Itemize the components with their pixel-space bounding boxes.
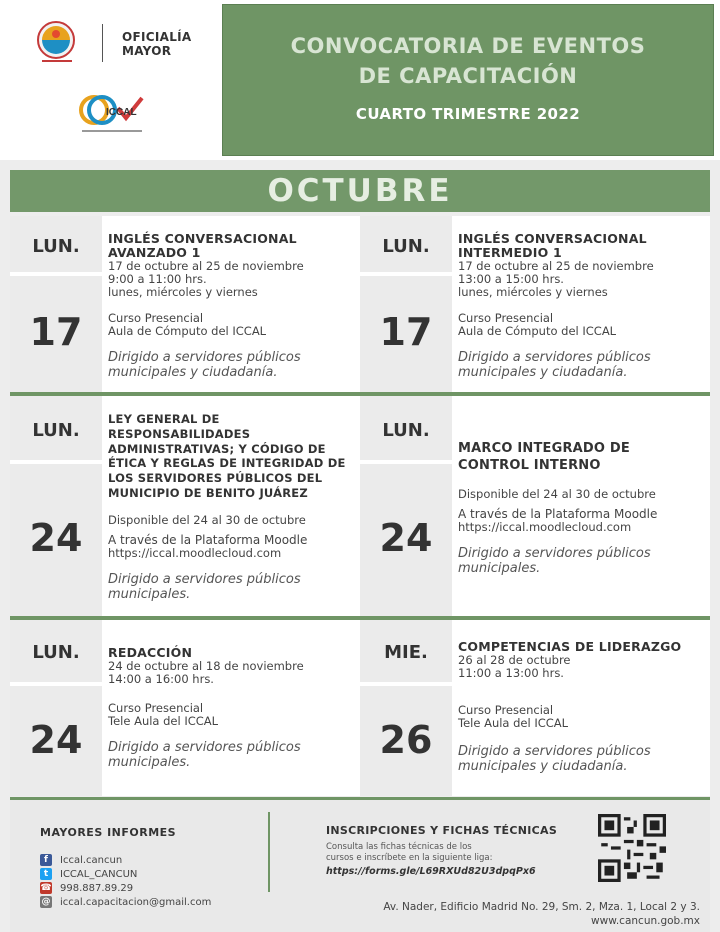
registration-title: INSCRIPCIONES Y FICHAS TÉCNICAS bbox=[326, 824, 558, 837]
event-availability bbox=[108, 514, 358, 527]
event-title-line: MUNICIPIO DE BENITO JUÁREZ bbox=[108, 485, 308, 500]
event-title-line: RESPONSABILIDADES bbox=[108, 426, 251, 441]
event-audience bbox=[458, 546, 708, 576]
footer-separator bbox=[268, 812, 270, 892]
contact-text: iccal.capacitacion@gmail.com bbox=[60, 896, 212, 908]
event-place: Tele Aula del ICCAL bbox=[108, 714, 219, 728]
day-column bbox=[360, 216, 452, 392]
event-card-4 bbox=[360, 396, 710, 616]
event-title-line: ÉTICA Y REGLAS DE INTEGRIDAD DE bbox=[108, 456, 346, 471]
office-line-2: MAYOR bbox=[122, 44, 172, 58]
event-row-1 bbox=[10, 216, 710, 392]
contact-text: Iccal.cancun bbox=[60, 854, 123, 866]
day-separator bbox=[10, 272, 102, 276]
address-text: Av. Nader, Edificio Madrid No. 29, Sm. 2, Mza. 1, Local 2 y 3. bbox=[383, 901, 700, 913]
audience-line: Dirigido a servidores públicos bbox=[108, 350, 301, 365]
event-title-line: LOS SERVIDORES PÚBLICOS DEL bbox=[108, 471, 323, 486]
event-availability-text: Disponible del 24 al 30 de octubre bbox=[108, 513, 306, 527]
event-details bbox=[108, 646, 358, 686]
event-audience bbox=[458, 744, 708, 774]
footer-address bbox=[290, 900, 700, 928]
event-place: Aula de Cómputo del ICCAL bbox=[458, 324, 617, 338]
event-title-line: AVANZADO 1 bbox=[108, 245, 201, 260]
day-column bbox=[10, 620, 102, 796]
day-separator bbox=[360, 682, 452, 686]
event-time: 11:00 a 13:00 hrs. bbox=[458, 666, 564, 680]
registration-text bbox=[326, 842, 526, 864]
event-title bbox=[108, 412, 360, 501]
event-platform-text: A través de la Plataforma Moodle bbox=[108, 533, 308, 547]
page-title bbox=[223, 31, 713, 91]
iccal-logo-text: ICCAL bbox=[106, 107, 137, 118]
title-line-1: CONVOCATORIA DE EVENTOS bbox=[290, 34, 646, 58]
day-name: LUN. bbox=[32, 420, 80, 441]
office-name bbox=[122, 30, 192, 58]
day-separator bbox=[10, 682, 102, 686]
email-icon: @ bbox=[41, 897, 51, 907]
event-location bbox=[108, 702, 358, 728]
event-platform bbox=[458, 508, 708, 534]
day-separator bbox=[360, 460, 452, 464]
event-card-3 bbox=[10, 396, 360, 616]
day-number: 17 bbox=[379, 310, 433, 354]
website-link[interactable]: www.cancun.gob.mx bbox=[591, 915, 700, 927]
registration-text-line: cursos e inscríbete en la siguiente liga: bbox=[326, 853, 493, 863]
event-title-line: INGLÉS CONVERSACIONAL bbox=[108, 231, 297, 246]
event-details bbox=[458, 232, 708, 299]
event-title bbox=[458, 640, 710, 654]
event-modality: Curso Presencial bbox=[458, 703, 554, 717]
day-column bbox=[10, 396, 102, 616]
registration-link[interactable]: https://forms.gle/L69RXUd82U3dpqPx6 bbox=[326, 866, 536, 877]
day-name: MIE. bbox=[384, 642, 428, 663]
event-card-2 bbox=[360, 216, 710, 392]
day-number: 24 bbox=[379, 516, 433, 560]
event-dates: 17 de octubre al 25 de noviembre bbox=[458, 259, 654, 273]
event-place: Tele Aula del ICCAL bbox=[458, 716, 569, 730]
event-location bbox=[458, 704, 708, 730]
audience-line: municipales. bbox=[108, 755, 191, 770]
event-days: lunes, miércoles y viernes bbox=[108, 285, 258, 299]
event-title-line: LEY GENERAL DE bbox=[108, 412, 220, 426]
day-name: LUN. bbox=[32, 236, 80, 257]
event-dates: 24 de octubre al 18 de noviembre bbox=[108, 659, 304, 673]
day-name: LUN. bbox=[382, 420, 430, 441]
event-card-5 bbox=[10, 620, 360, 796]
event-platform-text: A través de la Plataforma Moodle bbox=[458, 507, 658, 521]
event-dates: 26 al 28 de octubre bbox=[458, 653, 571, 667]
event-details bbox=[108, 412, 360, 501]
event-title-line: REDACCIÓN bbox=[108, 645, 193, 660]
event-modality: Curso Presencial bbox=[108, 701, 204, 715]
cancun-logo-icon bbox=[34, 18, 94, 66]
audience-line: Dirigido a servidores públicos bbox=[458, 546, 651, 561]
audience-line: municipales. bbox=[108, 587, 191, 602]
audience-line: Dirigido a servidores públicos bbox=[108, 740, 301, 755]
event-title bbox=[108, 232, 358, 260]
more-info-title: MAYORES INFORMES bbox=[40, 826, 177, 839]
event-availability bbox=[458, 488, 708, 501]
event-title bbox=[108, 646, 358, 660]
title-line-2: DE CAPACITACIÓN bbox=[358, 64, 578, 88]
audience-line: Dirigido a servidores públicos bbox=[458, 744, 651, 759]
registration-text-line: Consulta las fichas técnicas de los bbox=[326, 842, 472, 852]
event-place: Aula de Cómputo del ICCAL bbox=[108, 324, 267, 338]
day-number: 26 bbox=[379, 718, 433, 762]
audience-line: municipales. bbox=[458, 561, 541, 576]
event-time: 14:00 a 16:00 hrs. bbox=[108, 672, 214, 686]
event-title-line: INTERMEDIO 1 bbox=[458, 245, 562, 260]
day-column bbox=[10, 216, 102, 392]
audience-line: Dirigido a servidores públicos bbox=[458, 350, 651, 365]
month-bar bbox=[10, 170, 710, 212]
title-box bbox=[222, 4, 714, 156]
event-platform bbox=[108, 534, 358, 560]
logo-area bbox=[0, 0, 222, 160]
event-details bbox=[458, 440, 708, 474]
day-number: 24 bbox=[29, 516, 83, 560]
event-dates: 17 de octubre al 25 de noviembre bbox=[108, 259, 304, 273]
audience-line: municipales y ciudadanía. bbox=[458, 365, 628, 380]
event-title-line: CONTROL INTERNO bbox=[458, 458, 601, 473]
iccal-logo-icon bbox=[78, 92, 146, 138]
event-details bbox=[108, 232, 358, 299]
footer bbox=[10, 800, 710, 932]
event-card-6 bbox=[360, 620, 710, 796]
header bbox=[0, 0, 720, 160]
contact-text: ICCAL_CANCUN bbox=[60, 868, 138, 880]
event-time: 13:00 a 15:00 hrs. bbox=[458, 272, 564, 286]
day-number: 24 bbox=[29, 718, 83, 762]
event-audience bbox=[458, 350, 708, 380]
contact-email[interactable] bbox=[40, 896, 211, 908]
event-title-line: INGLÉS CONVERSACIONAL bbox=[458, 231, 647, 246]
event-location bbox=[108, 312, 358, 338]
event-title bbox=[458, 232, 708, 260]
event-location bbox=[458, 312, 708, 338]
event-availability-text: Disponible del 24 al 30 de octubre bbox=[458, 487, 656, 501]
event-title-line: MARCO INTEGRADO DE bbox=[458, 441, 630, 456]
audience-line: Dirigido a servidores públicos bbox=[108, 572, 301, 587]
twitter-icon: t bbox=[40, 868, 52, 880]
day-name: LUN. bbox=[382, 236, 430, 257]
facebook-icon: f bbox=[40, 854, 52, 866]
event-days: lunes, miércoles y viernes bbox=[458, 285, 608, 299]
day-column bbox=[360, 620, 452, 796]
event-title-line: COMPETENCIAS DE LIDERAZGO bbox=[458, 639, 682, 654]
contact-text: 998.887.89.29 bbox=[60, 882, 134, 894]
event-details bbox=[458, 640, 710, 680]
qr-code-icon[interactable] bbox=[598, 814, 666, 882]
logo-separator bbox=[102, 24, 103, 62]
day-number: 17 bbox=[29, 310, 83, 354]
event-row-2 bbox=[10, 396, 710, 616]
day-separator bbox=[360, 272, 452, 276]
month-label: OCTUBRE bbox=[267, 173, 453, 209]
audience-line: municipales y ciudadanía. bbox=[458, 759, 628, 774]
audience-line: municipales y ciudadanía. bbox=[108, 365, 278, 380]
event-title bbox=[458, 440, 708, 474]
event-modality: Curso Presencial bbox=[458, 311, 554, 325]
event-audience bbox=[108, 740, 358, 770]
event-url-link[interactable]: https://iccal.moodlecloud.com bbox=[458, 520, 632, 534]
event-audience bbox=[108, 350, 358, 380]
day-name: LUN. bbox=[32, 642, 80, 663]
contact-facebook[interactable] bbox=[40, 854, 122, 866]
page-subtitle: CUARTO TRIMESTRE 2022 bbox=[355, 105, 581, 123]
event-modality: Curso Presencial bbox=[108, 311, 204, 325]
event-title-line: ADMINISTRATIVAS; Y CÓDIGO DE bbox=[108, 441, 326, 456]
event-card-1 bbox=[10, 216, 360, 392]
office-line-1: OFICIALÍA bbox=[122, 30, 192, 44]
day-column bbox=[360, 396, 452, 616]
phone-icon: ☎ bbox=[40, 883, 52, 893]
event-audience bbox=[108, 572, 358, 602]
event-url-link[interactable]: https://iccal.moodlecloud.com bbox=[108, 546, 282, 560]
event-row-3 bbox=[10, 620, 710, 796]
contact-twitter[interactable] bbox=[40, 868, 137, 880]
event-time: 9:00 a 11:00 hrs. bbox=[108, 272, 207, 286]
day-separator bbox=[10, 460, 102, 464]
contact-phone[interactable] bbox=[40, 882, 133, 894]
